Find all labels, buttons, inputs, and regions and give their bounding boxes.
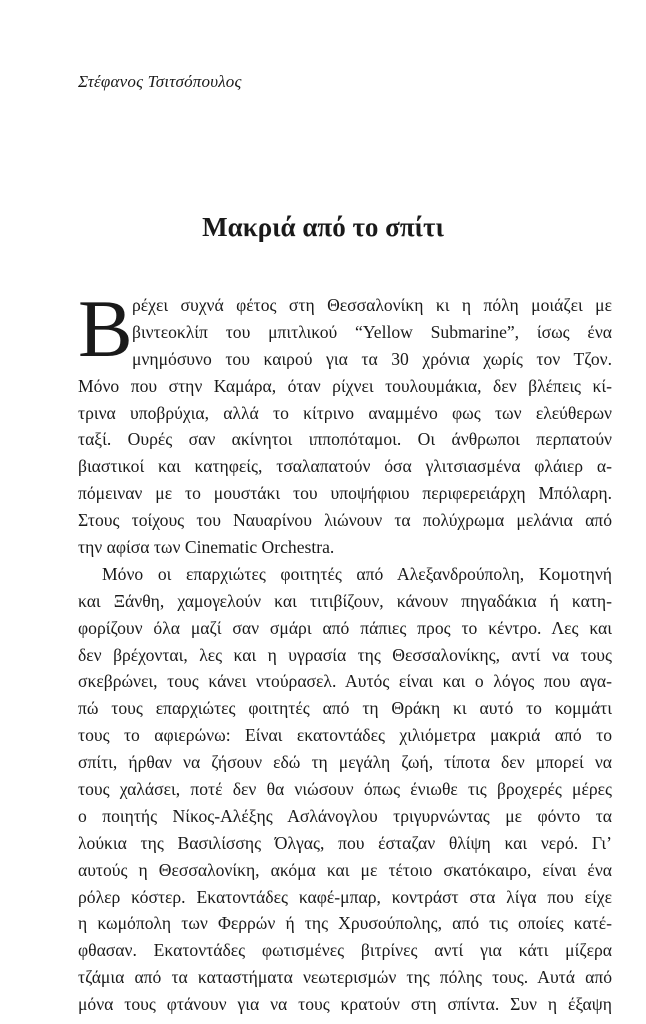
text-line: φθασαν. Εκατοντάδες φωτισμένες βιτρίνες αντί για κάτι μίζερα: [78, 940, 612, 961]
text-line: η κωμόπολη των Φερρών ή της Χρυσούπολης, από τις οποίες κατέ-: [78, 913, 612, 934]
paragraph-1: [78, 292, 612, 561]
text-line: ρέχει συχνά φέτος στη Θεσσαλονίκη κι η πόλη μοιάζει με: [132, 295, 612, 315]
text-line: Μόνο οι επαρχιώτες φοιτητές από Αλεξανδρούπολη, Κομοτηνή: [102, 563, 612, 584]
text-line: φορίζουν όλα μαζί σαν σμάρι από πάπιες προς το κέντρο. Λες και: [78, 617, 612, 638]
text-line: Στους τοίχους του Ναυαρίνου λιώνουν τα πολύχρωμα μελάνια από: [78, 510, 612, 531]
text-line: σκεβρώνει, τους κάνει ντούρασελ. Αυτός είναι και ο λόγος που αγα-: [78, 671, 612, 692]
text-line: τους χαλάσει, ποτέ δεν θα νιώσουν όπως ένιωθε τις βροχερές μέρες: [78, 779, 612, 800]
text-line: σπίτι, ήρθαν να ζήσουν εδώ τη μεγάλη ζωή, τίποτα δεν μπορεί να: [78, 752, 612, 773]
text-line: βιντεοκλίπ του μπιτλικού “Yellow Submarine”, ίσως ένα: [132, 321, 612, 342]
text-line: βιαστικοί και κατηφείς, τσαλαπατούν όσα γλιτσιασμένα φλάιερ α-: [78, 456, 612, 477]
text-line: τους το αφιερώνω: Είναι εκατοντάδες χιλιόμετρα μακριά από το: [78, 725, 612, 746]
text-line: μόνα τους φτάνουν για να τους κρατούν στη σπίντα. Συν η έξαψη: [78, 994, 612, 1015]
chapter-title: Μακριά από το σπίτι: [202, 212, 444, 242]
text-line: μνημόσυνο του καιρού για τα 30 χρόνια χωρίς τον Τζον.: [132, 348, 612, 369]
text-line: δεν βρέχονται, λες και η υγρασία της Θεσσαλονίκης, αντί να τους: [78, 644, 612, 665]
paragraph-2: [78, 561, 612, 1018]
running-head-author: Στέφανος Τσιτσόπουλος: [78, 72, 242, 91]
text-line: πώ τους επαρχιώτες φοιτητές από τη Θράκη κι αυτό το κομμάτι: [78, 698, 612, 719]
text-line: Μόνο που στην Καμάρα, όταν ρίχνει τουλουμάκια, δεν βλέπεις κί-: [78, 375, 612, 396]
text-line: τζάμια από τα καταστήματα νεωτερισμών της πόλης τους. Αυτά από: [78, 967, 612, 988]
text-line: ρόλερ κόστερ. Εκατοντάδες καφέ-μπαρ, κοντράστ στα λίγα που είχε: [78, 886, 612, 907]
text-line: τρινα υποβρύχια, αλλά το κίτρινο αναμμένο φως των ελεύθερων: [78, 402, 612, 423]
text-line: την αφίσα των Cinematic Orchestra.: [78, 537, 335, 558]
text-line: ο ποιητής Νίκος-Αλέξης Ασλάνογλου τριγυρνώντας με φόντο τα: [78, 805, 612, 826]
drop-cap: Β: [78, 283, 133, 374]
body-text: [78, 283, 612, 1018]
text-line: και Ξάνθη, χαμογελούν και τιτιβίζουν, κάνουν πηγαδάκια ή κατη-: [78, 590, 612, 611]
text-line: αυτούς η Θεσσαλονίκη, ακόμα και με τέτοιο σκατόκαιρο, είναι ένα: [78, 859, 612, 880]
text-line: πόμειναν με το μουστάκι του υποψήφιου περιφερειάρχη Μπόλαρη.: [78, 483, 612, 504]
text-line: λούκια της Βασιλίσσης Όλγας, που έσταζαν θλίψη και νερό. Γι’: [78, 832, 612, 853]
text-line: ταξί. Ουρές σαν ακίνητοι ιπποπόταμοι. Οι άνθρωποι περπατούν: [78, 429, 612, 450]
